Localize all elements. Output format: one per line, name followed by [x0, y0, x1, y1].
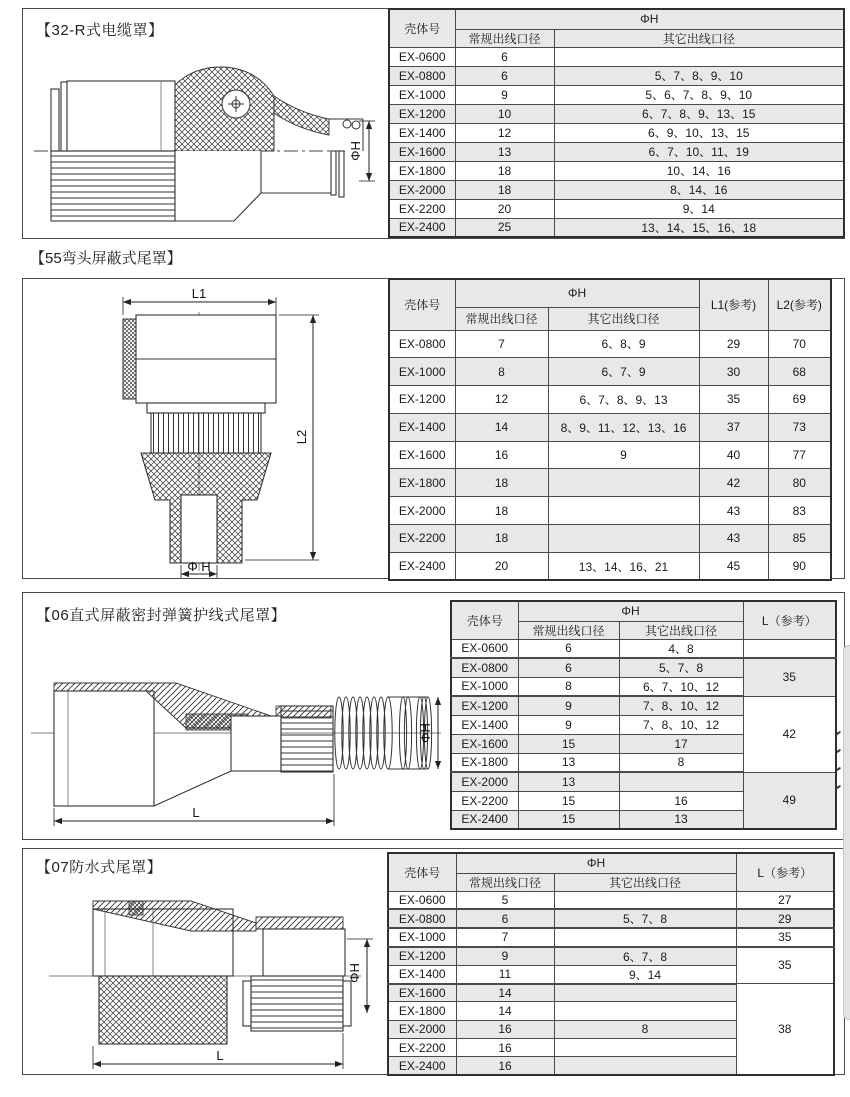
- other-outlet-cell: 4、8: [619, 639, 743, 658]
- section-title: 【06直式屏蔽密封弹簧护线式尾罩】: [36, 607, 287, 624]
- section-06-straight-spring: [22, 592, 845, 840]
- col-header-normal-outlet: 常规出线口径: [456, 873, 554, 891]
- col-header-other-outlet: 其它出线口径: [619, 621, 743, 639]
- section-title: 【55弯头屏蔽式尾罩】: [30, 250, 182, 267]
- table-row: [388, 891, 834, 909]
- normal-outlet-cell: 14: [455, 413, 548, 441]
- normal-outlet-cell: 15: [518, 810, 619, 829]
- l-ref-cell: 35: [736, 928, 834, 946]
- drawing-06-straight-spring-backshell: [26, 636, 446, 833]
- col-header-phi-h: ΦH: [455, 279, 699, 307]
- col-header-shell: 壳体号: [388, 853, 456, 891]
- other-outlet-cell: 5、7、8: [554, 909, 736, 928]
- col-header-l2-ref: L2(参考): [768, 279, 831, 330]
- table-row: [389, 104, 844, 123]
- normal-outlet-cell: 15: [518, 791, 619, 810]
- table-row: [389, 497, 831, 525]
- shell-number-cell: EX-2200: [451, 791, 518, 810]
- shell-number-cell: EX-1000: [388, 928, 456, 946]
- other-outlet-cell: 8: [619, 753, 743, 772]
- l1-ref-cell: 37: [699, 413, 768, 441]
- normal-outlet-cell: 18: [455, 469, 548, 497]
- drawing-32r-cable-clamp: [29, 51, 381, 233]
- shell-number-cell: EX-0800: [389, 330, 455, 358]
- normal-outlet-cell: 9: [518, 696, 619, 715]
- l-ref-cell: 35: [736, 947, 834, 984]
- other-outlet-cell: 5、7、8: [619, 658, 743, 677]
- l-ref-cell: 27: [736, 891, 834, 909]
- spec-table-07: [387, 852, 835, 1076]
- l2-ref-cell: 70: [768, 330, 831, 358]
- table-row: [389, 525, 831, 553]
- other-outlet-cell: 9、14: [554, 965, 736, 984]
- col-header-phi-h: ΦH: [456, 853, 736, 873]
- normal-outlet-cell: 6: [456, 909, 554, 928]
- shell-number-cell: EX-0800: [388, 909, 456, 928]
- normal-outlet-cell: 9: [518, 715, 619, 734]
- l2-ref-cell: 83: [768, 497, 831, 525]
- l1-ref-cell: 43: [699, 525, 768, 553]
- normal-outlet-cell: 15: [518, 734, 619, 753]
- table-row: [389, 386, 831, 414]
- other-outlet-cell: 6、7、8、9、13、15: [554, 104, 844, 123]
- col-header-other-outlet: 其它出线口径: [548, 307, 699, 330]
- drawing-07-waterproof-backshell: [41, 881, 381, 1076]
- l-ref-cell: 35: [743, 658, 836, 696]
- normal-outlet-cell: 25: [455, 218, 554, 237]
- l2-ref-cell: 85: [768, 525, 831, 553]
- shell-number-cell: EX-2400: [389, 552, 455, 580]
- normal-outlet-cell: 9: [456, 947, 554, 966]
- l1-ref-cell: 30: [699, 358, 768, 386]
- other-outlet-cell: 6、7、10、11、19: [554, 142, 844, 161]
- shell-number-cell: EX-1800: [389, 161, 455, 180]
- section-55-elbow-shield: [22, 278, 845, 579]
- other-outlet-cell: [554, 47, 844, 66]
- shell-number-cell: EX-1600: [388, 984, 456, 1002]
- normal-outlet-cell: 18: [455, 525, 548, 553]
- l-ref-cell: 29: [736, 909, 834, 928]
- col-header-other-outlet: 其它出线口径: [554, 29, 844, 47]
- shell-number-cell: EX-2400: [388, 1057, 456, 1075]
- col-header-phi-h: ΦH: [518, 601, 743, 621]
- l2-ref-cell: 90: [768, 552, 831, 580]
- normal-outlet-cell: 16: [455, 441, 548, 469]
- col-header-l-ref: L（参考）: [743, 601, 836, 639]
- table-row: [388, 984, 834, 1002]
- table-row: [388, 928, 834, 946]
- other-outlet-cell: 6、7、8、9、13: [548, 386, 699, 414]
- shell-number-cell: EX-2400: [389, 218, 455, 237]
- shell-number-cell: EX-2000: [389, 180, 455, 199]
- table-row: [389, 66, 844, 85]
- col-header-shell: 壳体号: [389, 9, 455, 47]
- dim-label-l2: L2: [294, 429, 309, 445]
- other-outlet-cell: 13、14、16、21: [548, 552, 699, 580]
- table-row: [389, 123, 844, 142]
- dim-label-l: L: [192, 805, 200, 820]
- normal-outlet-cell: 13: [455, 142, 554, 161]
- shell-number-cell: EX-2200: [389, 525, 455, 553]
- l-ref-cell: 49: [743, 772, 836, 829]
- table-row: [451, 772, 836, 791]
- table-row: [389, 180, 844, 199]
- normal-outlet-cell: 18: [455, 497, 548, 525]
- shell-number-cell: EX-1800: [388, 1002, 456, 1020]
- dim-label-phi-h: ΦH: [347, 963, 362, 983]
- section-title: 【32-R式电缆罩】: [36, 22, 164, 39]
- normal-outlet-cell: 16: [456, 1057, 554, 1075]
- col-header-other-outlet: 其它出线口径: [554, 873, 736, 891]
- other-outlet-cell: [548, 525, 699, 553]
- other-outlet-cell: [554, 928, 736, 946]
- l1-ref-cell: 42: [699, 469, 768, 497]
- drawing-55-elbow-backshell: [61, 285, 381, 579]
- normal-outlet-cell: 10: [455, 104, 554, 123]
- normal-outlet-cell: 7: [455, 330, 548, 358]
- shell-number-cell: EX-1200: [388, 947, 456, 966]
- other-outlet-cell: [554, 1057, 736, 1075]
- normal-outlet-cell: 12: [455, 386, 548, 414]
- table-row: [389, 218, 844, 237]
- shell-number-cell: EX-1800: [389, 469, 455, 497]
- section-title: 【07防水式尾罩】: [36, 859, 163, 876]
- shell-number-cell: EX-2200: [389, 199, 455, 218]
- other-outlet-cell: 6、7、9: [548, 358, 699, 386]
- table-row: [388, 909, 834, 928]
- other-outlet-cell: 17: [619, 734, 743, 753]
- other-outlet-cell: 5、6、7、8、9、10: [554, 85, 844, 104]
- shell-number-cell: EX-1000: [389, 85, 455, 104]
- other-outlet-cell: 8、14、16: [554, 180, 844, 199]
- other-outlet-cell: 7、8、10、12: [619, 696, 743, 715]
- shell-number-cell: EX-1400: [389, 123, 455, 142]
- l-ref-cell: 38: [736, 984, 834, 1075]
- other-outlet-cell: 7、8、10、12: [619, 715, 743, 734]
- other-outlet-cell: 9、14: [554, 199, 844, 218]
- spec-table-32r: [388, 8, 845, 238]
- table-row: [389, 142, 844, 161]
- normal-outlet-cell: 13: [518, 753, 619, 772]
- table-row: [389, 413, 831, 441]
- shell-number-cell: EX-1200: [451, 696, 518, 715]
- l-ref-cell: 42: [743, 696, 836, 772]
- shell-number-cell: EX-1400: [388, 965, 456, 984]
- table-row: [451, 696, 836, 715]
- other-outlet-cell: 8: [554, 1020, 736, 1038]
- shell-number-cell: EX-0600: [451, 639, 518, 658]
- normal-outlet-cell: 18: [455, 161, 554, 180]
- table-row: [451, 658, 836, 677]
- other-outlet-cell: 13、14、15、16、18: [554, 218, 844, 237]
- other-outlet-cell: [619, 772, 743, 791]
- dim-label-l: L: [216, 1048, 224, 1063]
- shell-number-cell: EX-2000: [388, 1020, 456, 1038]
- section-07-waterproof: [22, 848, 845, 1075]
- shell-number-cell: EX-0800: [389, 66, 455, 85]
- other-outlet-cell: 5、7、8、9、10: [554, 66, 844, 85]
- table-row: [389, 552, 831, 580]
- table-row: [389, 469, 831, 497]
- normal-outlet-cell: 20: [455, 552, 548, 580]
- shell-number-cell: EX-2000: [451, 772, 518, 791]
- l2-ref-cell: 80: [768, 469, 831, 497]
- normal-outlet-cell: 6: [518, 658, 619, 677]
- shell-number-cell: EX-1400: [389, 413, 455, 441]
- l2-ref-cell: 77: [768, 441, 831, 469]
- normal-outlet-cell: 20: [455, 199, 554, 218]
- shell-number-cell: EX-1200: [389, 104, 455, 123]
- normal-outlet-cell: 6: [455, 66, 554, 85]
- table-row: [389, 161, 844, 180]
- l2-ref-cell: 69: [768, 386, 831, 414]
- col-header-normal-outlet: 常规出线口径: [455, 29, 554, 47]
- shell-number-cell: EX-0600: [389, 47, 455, 66]
- shell-number-cell: EX-1000: [451, 677, 518, 696]
- shell-number-cell: EX-1200: [389, 386, 455, 414]
- col-header-shell: 壳体号: [451, 601, 518, 639]
- shell-number-cell: EX-1600: [451, 734, 518, 753]
- l1-ref-cell: 45: [699, 552, 768, 580]
- normal-outlet-cell: 6: [455, 47, 554, 66]
- l2-ref-cell: 73: [768, 413, 831, 441]
- other-outlet-cell: 13: [619, 810, 743, 829]
- col-header-phi-h: ΦH: [455, 9, 844, 29]
- normal-outlet-cell: 18: [455, 180, 554, 199]
- other-outlet-cell: 6、7、8: [554, 947, 736, 966]
- table-row: [451, 639, 836, 658]
- other-outlet-cell: 9: [548, 441, 699, 469]
- other-outlet-cell: 6、9、10、13、15: [554, 123, 844, 142]
- section-32r-cable-clamp: [22, 8, 845, 239]
- normal-outlet-cell: 14: [456, 984, 554, 1002]
- table-row: [389, 85, 844, 104]
- shell-number-cell: EX-1600: [389, 441, 455, 469]
- dim-label-phi-h: ΦH: [348, 141, 363, 161]
- page-edge-tab: [843, 645, 850, 1020]
- shell-number-cell: EX-1000: [389, 358, 455, 386]
- table-row: [389, 199, 844, 218]
- col-header-l-ref: L（参考）: [736, 853, 834, 891]
- shell-number-cell: EX-2000: [389, 497, 455, 525]
- l1-ref-cell: 40: [699, 441, 768, 469]
- normal-outlet-cell: 6: [518, 639, 619, 658]
- shell-number-cell: EX-2400: [451, 810, 518, 829]
- table-row: [389, 47, 844, 66]
- other-outlet-cell: [554, 1002, 736, 1020]
- normal-outlet-cell: 13: [518, 772, 619, 791]
- l2-ref-cell: 68: [768, 358, 831, 386]
- other-outlet-cell: 6、7、10、12: [619, 677, 743, 696]
- table-row: [388, 947, 834, 966]
- spec-table-06: [450, 600, 837, 830]
- normal-outlet-cell: 8: [518, 677, 619, 696]
- other-outlet-cell: [554, 984, 736, 1002]
- normal-outlet-cell: 11: [456, 965, 554, 984]
- other-outlet-cell: 6、8、9: [548, 330, 699, 358]
- spec-table-55: [388, 278, 832, 581]
- col-header-shell: 壳体号: [389, 279, 455, 330]
- other-outlet-cell: [554, 891, 736, 909]
- dim-label-l1: L1: [191, 286, 207, 301]
- dim-label-phi-h: Φ H: [187, 559, 211, 574]
- l-ref-cell: [743, 639, 836, 658]
- other-outlet-cell: 8、9、11、12、13、16: [548, 413, 699, 441]
- col-header-normal-outlet: 常规出线口径: [518, 621, 619, 639]
- col-header-normal-outlet: 常规出线口径: [455, 307, 548, 330]
- table-row: [389, 441, 831, 469]
- normal-outlet-cell: 12: [455, 123, 554, 142]
- other-outlet-cell: [554, 1038, 736, 1056]
- normal-outlet-cell: 8: [455, 358, 548, 386]
- shell-number-cell: EX-1600: [389, 142, 455, 161]
- table-row: [389, 330, 831, 358]
- l1-ref-cell: 35: [699, 386, 768, 414]
- shell-number-cell: EX-1800: [451, 753, 518, 772]
- normal-outlet-cell: 9: [455, 85, 554, 104]
- other-outlet-cell: 10、14、16: [554, 161, 844, 180]
- shell-number-cell: EX-1400: [451, 715, 518, 734]
- shell-number-cell: EX-2200: [388, 1038, 456, 1056]
- normal-outlet-cell: 16: [456, 1020, 554, 1038]
- normal-outlet-cell: 5: [456, 891, 554, 909]
- table-row: [389, 358, 831, 386]
- dim-label-phi-h: ΦH: [418, 723, 433, 743]
- other-outlet-cell: [548, 497, 699, 525]
- other-outlet-cell: [548, 469, 699, 497]
- normal-outlet-cell: 14: [456, 1002, 554, 1020]
- normal-outlet-cell: 16: [456, 1038, 554, 1056]
- shell-number-cell: EX-0600: [388, 891, 456, 909]
- col-header-l1-ref: L1(参考): [699, 279, 768, 330]
- l1-ref-cell: 43: [699, 497, 768, 525]
- shell-number-cell: EX-0800: [451, 658, 518, 677]
- l1-ref-cell: 29: [699, 330, 768, 358]
- normal-outlet-cell: 7: [456, 928, 554, 946]
- other-outlet-cell: 16: [619, 791, 743, 810]
